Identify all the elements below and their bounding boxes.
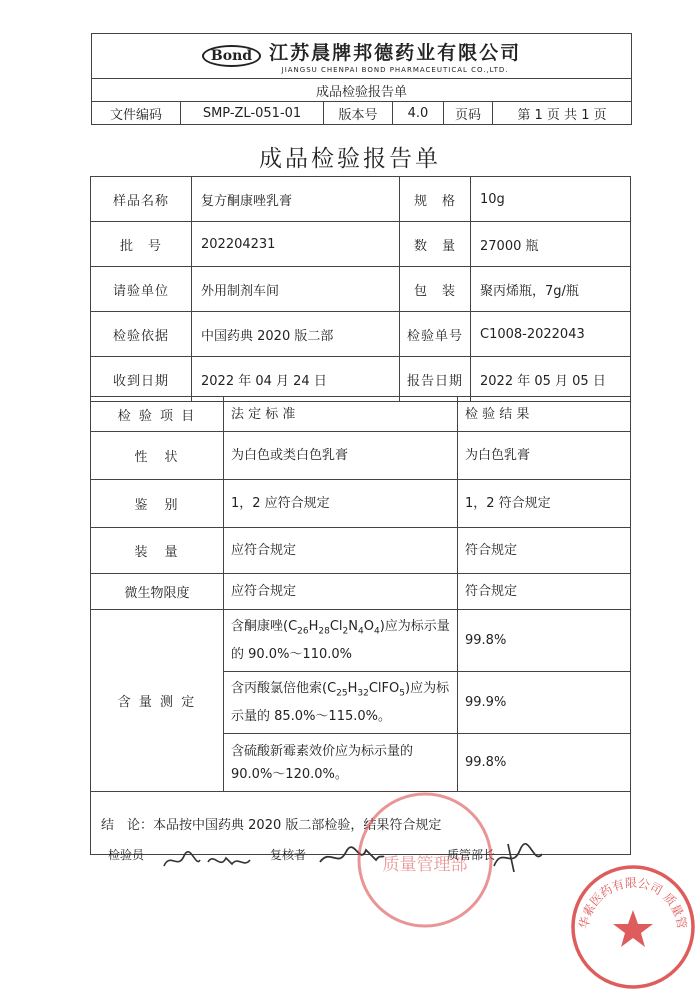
spec-value: 10g [471, 177, 631, 222]
row-item: 微生物限度 [91, 574, 224, 610]
inspector-signature [160, 848, 255, 878]
report-date-value: 2022 年 05 月 05 日 [471, 357, 631, 402]
package-value: 聚丙烯瓶，7g/瓶 [471, 267, 631, 312]
sample-info-table [90, 176, 631, 402]
batch-value: 202204231 [192, 222, 400, 267]
company-name-cn: 江苏晨牌邦德药业有限公司 [269, 42, 522, 64]
company-seal-stamp [568, 862, 698, 996]
document-header [91, 33, 632, 125]
doc-code: SMP-ZL-051-01 [181, 102, 324, 125]
row-item: 装 量 [91, 528, 224, 574]
std-text-line2: 示量的 85.0%～115.0%。 [231, 709, 391, 725]
assay-result: 99.9% [458, 672, 631, 734]
page-title: 成品检验报告单 [259, 146, 441, 172]
manager-label: 质管部长 [447, 848, 496, 862]
bond-logo: Bond [202, 45, 261, 67]
package-label: 包 装 [400, 267, 471, 312]
spec-label: 规 格 [400, 177, 471, 222]
header-result: 检 验 结 果 [458, 397, 631, 432]
table-row [91, 432, 631, 480]
inspector-label: 检验员 [108, 848, 145, 862]
assay-row [91, 610, 631, 672]
doc-code-label: 文件编码 [92, 102, 181, 125]
header-standard: 法 定 标 准 [224, 397, 458, 432]
row-result: 符合规定 [458, 574, 631, 610]
company-name-en: JIANGSU CHENPAI BOND PHARMACEUTICAL CO.,LTD. [281, 66, 509, 74]
report-no-label: 检验单号 [400, 312, 471, 357]
report-no-value: C1008-2022043 [471, 312, 631, 357]
row-item: 鉴 别 [91, 480, 224, 528]
basis-label: 检验依据 [91, 312, 192, 357]
row-item: 性 状 [91, 432, 224, 480]
quantity-value: 27000 瓶 [471, 222, 631, 267]
std-text-b: 应为标示量 [384, 618, 450, 634]
company-banner [92, 34, 632, 79]
row-result: 符合规定 [458, 528, 631, 574]
stamp-a-text: 质量管理部 [382, 855, 468, 875]
sample-name-label: 样品名称 [91, 177, 192, 222]
version-value: 4.0 [393, 102, 444, 125]
received-value: 2022 年 04 月 24 日 [192, 357, 400, 402]
row-result: 为白色乳膏 [458, 432, 631, 480]
header-item: 检 验 项 目 [91, 397, 224, 432]
table-row [91, 574, 631, 610]
table-row [91, 480, 631, 528]
page-label: 页码 [444, 102, 493, 125]
row-standard: 为白色或类白色乳膏 [224, 432, 458, 480]
manager-signature [488, 836, 548, 880]
requester-value: 外用制剂车间 [192, 267, 400, 312]
std-text-b: 应为标 [410, 680, 450, 696]
received-label: 收到日期 [91, 357, 192, 402]
assay-standard: 含丙酸氯倍他索$(C_{25}H_{32}ClFO_5)$应为标 示量的 85.0%～115.0%。 [224, 672, 458, 734]
conclusion-text: 本品按中国药典 2020 版二部检验，结果符合规定 [153, 817, 442, 833]
assay-standard: 含酮康唑$(C_{26}H_{28}Cl_2N_4O_4)$应为标示量 的 90.0%～110.0% [224, 610, 458, 672]
std-text-a: 含丙酸氯倍他索(C [231, 680, 337, 696]
quantity-label: 数 量 [400, 222, 471, 267]
std-text-a: 含酮康唑(C [231, 618, 298, 634]
batch-label: 批 号 [91, 222, 192, 267]
requester-label: 请验单位 [91, 267, 192, 312]
form-name: 成品检验报告单 [92, 79, 632, 102]
report-date-label: 报告日期 [400, 357, 471, 402]
row-standard: 1，2 应符合规定 [224, 480, 458, 528]
std-text-line2: 的 90.0%～110.0% [231, 647, 352, 663]
row-standard: 应符合规定 [224, 574, 458, 610]
std-text-a: 含硫酸新霉素效价应为标示量的 [231, 743, 414, 759]
quality-dept-stamp [355, 770, 495, 944]
page-value: 第 1 页 共 1 页 [493, 102, 632, 125]
assay-result: 99.8% [458, 610, 631, 672]
assay-label: 含 量 测 定 [91, 610, 224, 792]
std-text-line2: 90.0%～120.0%。 [231, 766, 348, 782]
reviewer-label: 复核者 [270, 848, 307, 862]
version-label: 版本号 [324, 102, 393, 125]
stamp-b-text: 华素医药有限公司 质量管 [576, 875, 690, 930]
table-row [91, 528, 631, 574]
row-result: 1，2 符合规定 [458, 480, 631, 528]
basis-value: 中国药典 2020 版二部 [192, 312, 400, 357]
assay-result: 99.8% [458, 734, 631, 792]
conclusion-label: 结 论： [101, 817, 154, 833]
svg-text:苏州华素医药有限公司 质量管理部 [568, 862, 689, 930]
sample-name: 复方酮康唑乳膏 [192, 177, 400, 222]
row-standard: 应符合规定 [224, 528, 458, 574]
